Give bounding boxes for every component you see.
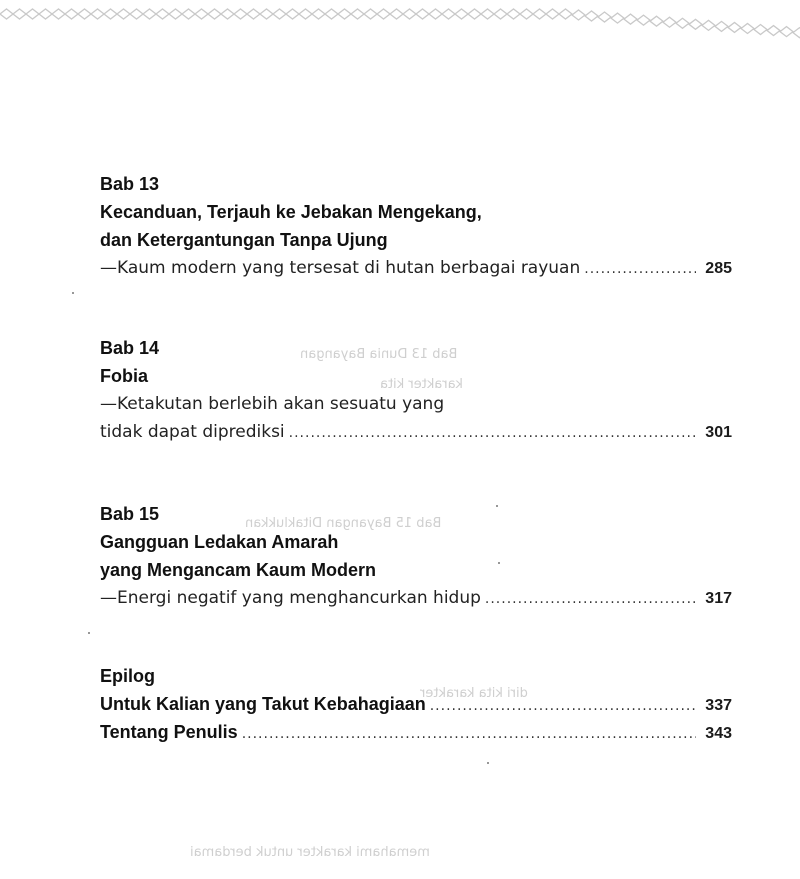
- pattern-diamond: [455, 9, 468, 19]
- page-number: 343: [705, 725, 732, 742]
- scan-speck: [72, 292, 74, 294]
- pattern-diamond: [13, 9, 26, 19]
- toc-chapter-13: [100, 170, 732, 282]
- pattern-diamond: [286, 9, 299, 19]
- toc-entry-row[interactable]: [100, 718, 732, 746]
- epilog-label: Epilog: [100, 666, 155, 686]
- pattern-diamond: [416, 9, 429, 19]
- show-through-text: Bab 13 Dunia Bayangan: [300, 347, 458, 362]
- show-through-text: memahami karakter untuk berdamai: [190, 845, 430, 860]
- pattern-diamond: [507, 9, 520, 19]
- pattern-diamond: [559, 9, 572, 19]
- entry-title: Untuk Kalian yang Takut Kebahagiaan: [100, 694, 426, 714]
- pattern-diamond: [260, 9, 273, 19]
- chapter-description: —Ketakutan berlebih akan sesuatu yang: [100, 394, 445, 414]
- decorative-border-pattern: [0, 0, 800, 40]
- pattern-diamond: [650, 16, 663, 26]
- pattern-diamond: [390, 9, 403, 19]
- pattern-diamond: [325, 9, 338, 19]
- chapter-title: dan Ketergantungan Tanpa Ujung: [100, 230, 388, 250]
- pattern-diamond: [78, 9, 91, 19]
- pattern-diamond: [598, 12, 611, 22]
- pattern-diamond: [65, 9, 78, 19]
- pattern-diamond: [702, 20, 715, 30]
- pattern-diamond: [52, 9, 65, 19]
- pattern-diamond: [481, 9, 494, 19]
- pattern-diamond: [728, 22, 741, 32]
- pattern-diamond: [26, 9, 39, 19]
- pattern-diamond: [117, 9, 130, 19]
- pattern-diamond: [429, 9, 442, 19]
- pattern-diamond: [741, 23, 754, 33]
- scan-speck: [88, 632, 90, 634]
- pattern-diamond: [520, 9, 533, 19]
- chapter-label: Bab 15: [100, 504, 160, 524]
- show-through-text: diri kita karakter: [420, 686, 528, 701]
- pattern-diamond: [0, 9, 13, 19]
- pattern-diamond: [793, 28, 800, 38]
- pattern-diamond: [533, 9, 546, 19]
- dot-leader: [430, 698, 696, 714]
- toc-entry-row[interactable]: [100, 690, 732, 718]
- scan-speck: [498, 562, 500, 564]
- pattern-diamond: [468, 9, 481, 19]
- pattern-diamond: [221, 9, 234, 19]
- pattern-diamond: [754, 25, 767, 35]
- pattern-diamond: [637, 15, 650, 25]
- pattern-diamond: [403, 9, 416, 19]
- pattern-diamond: [143, 9, 156, 19]
- toc-chapter-14: [100, 334, 732, 446]
- chapter-title: Kecanduan, Terjauh ke Jebakan Mengekang,: [100, 202, 482, 222]
- pattern-diamond: [130, 9, 143, 19]
- toc-chapter-15: [100, 500, 732, 612]
- pattern-diamond: [715, 21, 728, 31]
- pattern-diamond: [91, 9, 104, 19]
- pattern-diamond: [767, 26, 780, 36]
- toc-entry-row[interactable]: [100, 584, 732, 612]
- pattern-diamond: [182, 9, 195, 19]
- pattern-diamond: [104, 9, 117, 19]
- pattern-diamond: [663, 17, 676, 27]
- pattern-diamond: [169, 9, 182, 19]
- scan-speck: [496, 505, 498, 507]
- chapter-label: Bab 14: [100, 338, 160, 358]
- pattern-diamond: [338, 9, 351, 19]
- show-through-text: karakter kita: [380, 377, 463, 392]
- pattern-diamond: [780, 27, 793, 37]
- show-through-text: Bab 15 Bayangan Ditaklukkan: [245, 516, 442, 531]
- pattern-diamond: [442, 9, 455, 19]
- chapter-description: —Energi negatif yang menghancurkan hidup: [100, 588, 481, 608]
- pattern-diamond: [247, 9, 260, 19]
- pattern-diamond: [156, 9, 169, 19]
- entry-title: Tentang Penulis: [100, 722, 238, 742]
- dot-leader: [584, 261, 696, 277]
- pattern-diamond: [689, 19, 702, 29]
- toc-epilog: [100, 662, 732, 746]
- pattern-diamond: [546, 9, 559, 19]
- pattern-diamond: [312, 9, 325, 19]
- pattern-diamond: [234, 9, 247, 19]
- page-number: 337: [705, 697, 732, 714]
- page-number: 285: [705, 260, 732, 277]
- dot-leader: [289, 425, 696, 441]
- dot-leader: [485, 591, 696, 607]
- chapter-title: yang Mengancam Kaum Modern: [100, 560, 377, 580]
- chapter-title: Fobia: [100, 366, 148, 386]
- pattern-diamond: [351, 9, 364, 19]
- scan-speck: [487, 762, 489, 764]
- pattern-diamond: [585, 11, 598, 21]
- pattern-diamond: [273, 9, 286, 19]
- pattern-diamond: [494, 9, 507, 19]
- page-number: 317: [705, 590, 732, 607]
- pattern-diamond: [208, 9, 221, 19]
- chapter-label: Bab 13: [100, 174, 160, 194]
- pattern-diamond: [377, 9, 390, 19]
- pattern-diamond: [676, 18, 689, 28]
- pattern-diamond: [364, 9, 377, 19]
- pattern-diamond: [299, 9, 312, 19]
- toc-entry-row[interactable]: [100, 254, 732, 282]
- chapter-description: tidak dapat diprediksi: [100, 422, 285, 442]
- pattern-diamond: [611, 13, 624, 23]
- page-number: 301: [705, 424, 732, 441]
- dot-leader: [242, 726, 696, 742]
- pattern-diamond: [572, 10, 585, 20]
- pattern-diamond: [195, 9, 208, 19]
- pattern-diamond: [624, 14, 637, 24]
- toc-entry-row[interactable]: [100, 418, 732, 446]
- chapter-description: —Kaum modern yang tersesat di hutan berbagai rayuan: [100, 258, 581, 278]
- chapter-title: Gangguan Ledakan Amarah: [100, 532, 339, 552]
- pattern-diamond: [39, 9, 52, 19]
